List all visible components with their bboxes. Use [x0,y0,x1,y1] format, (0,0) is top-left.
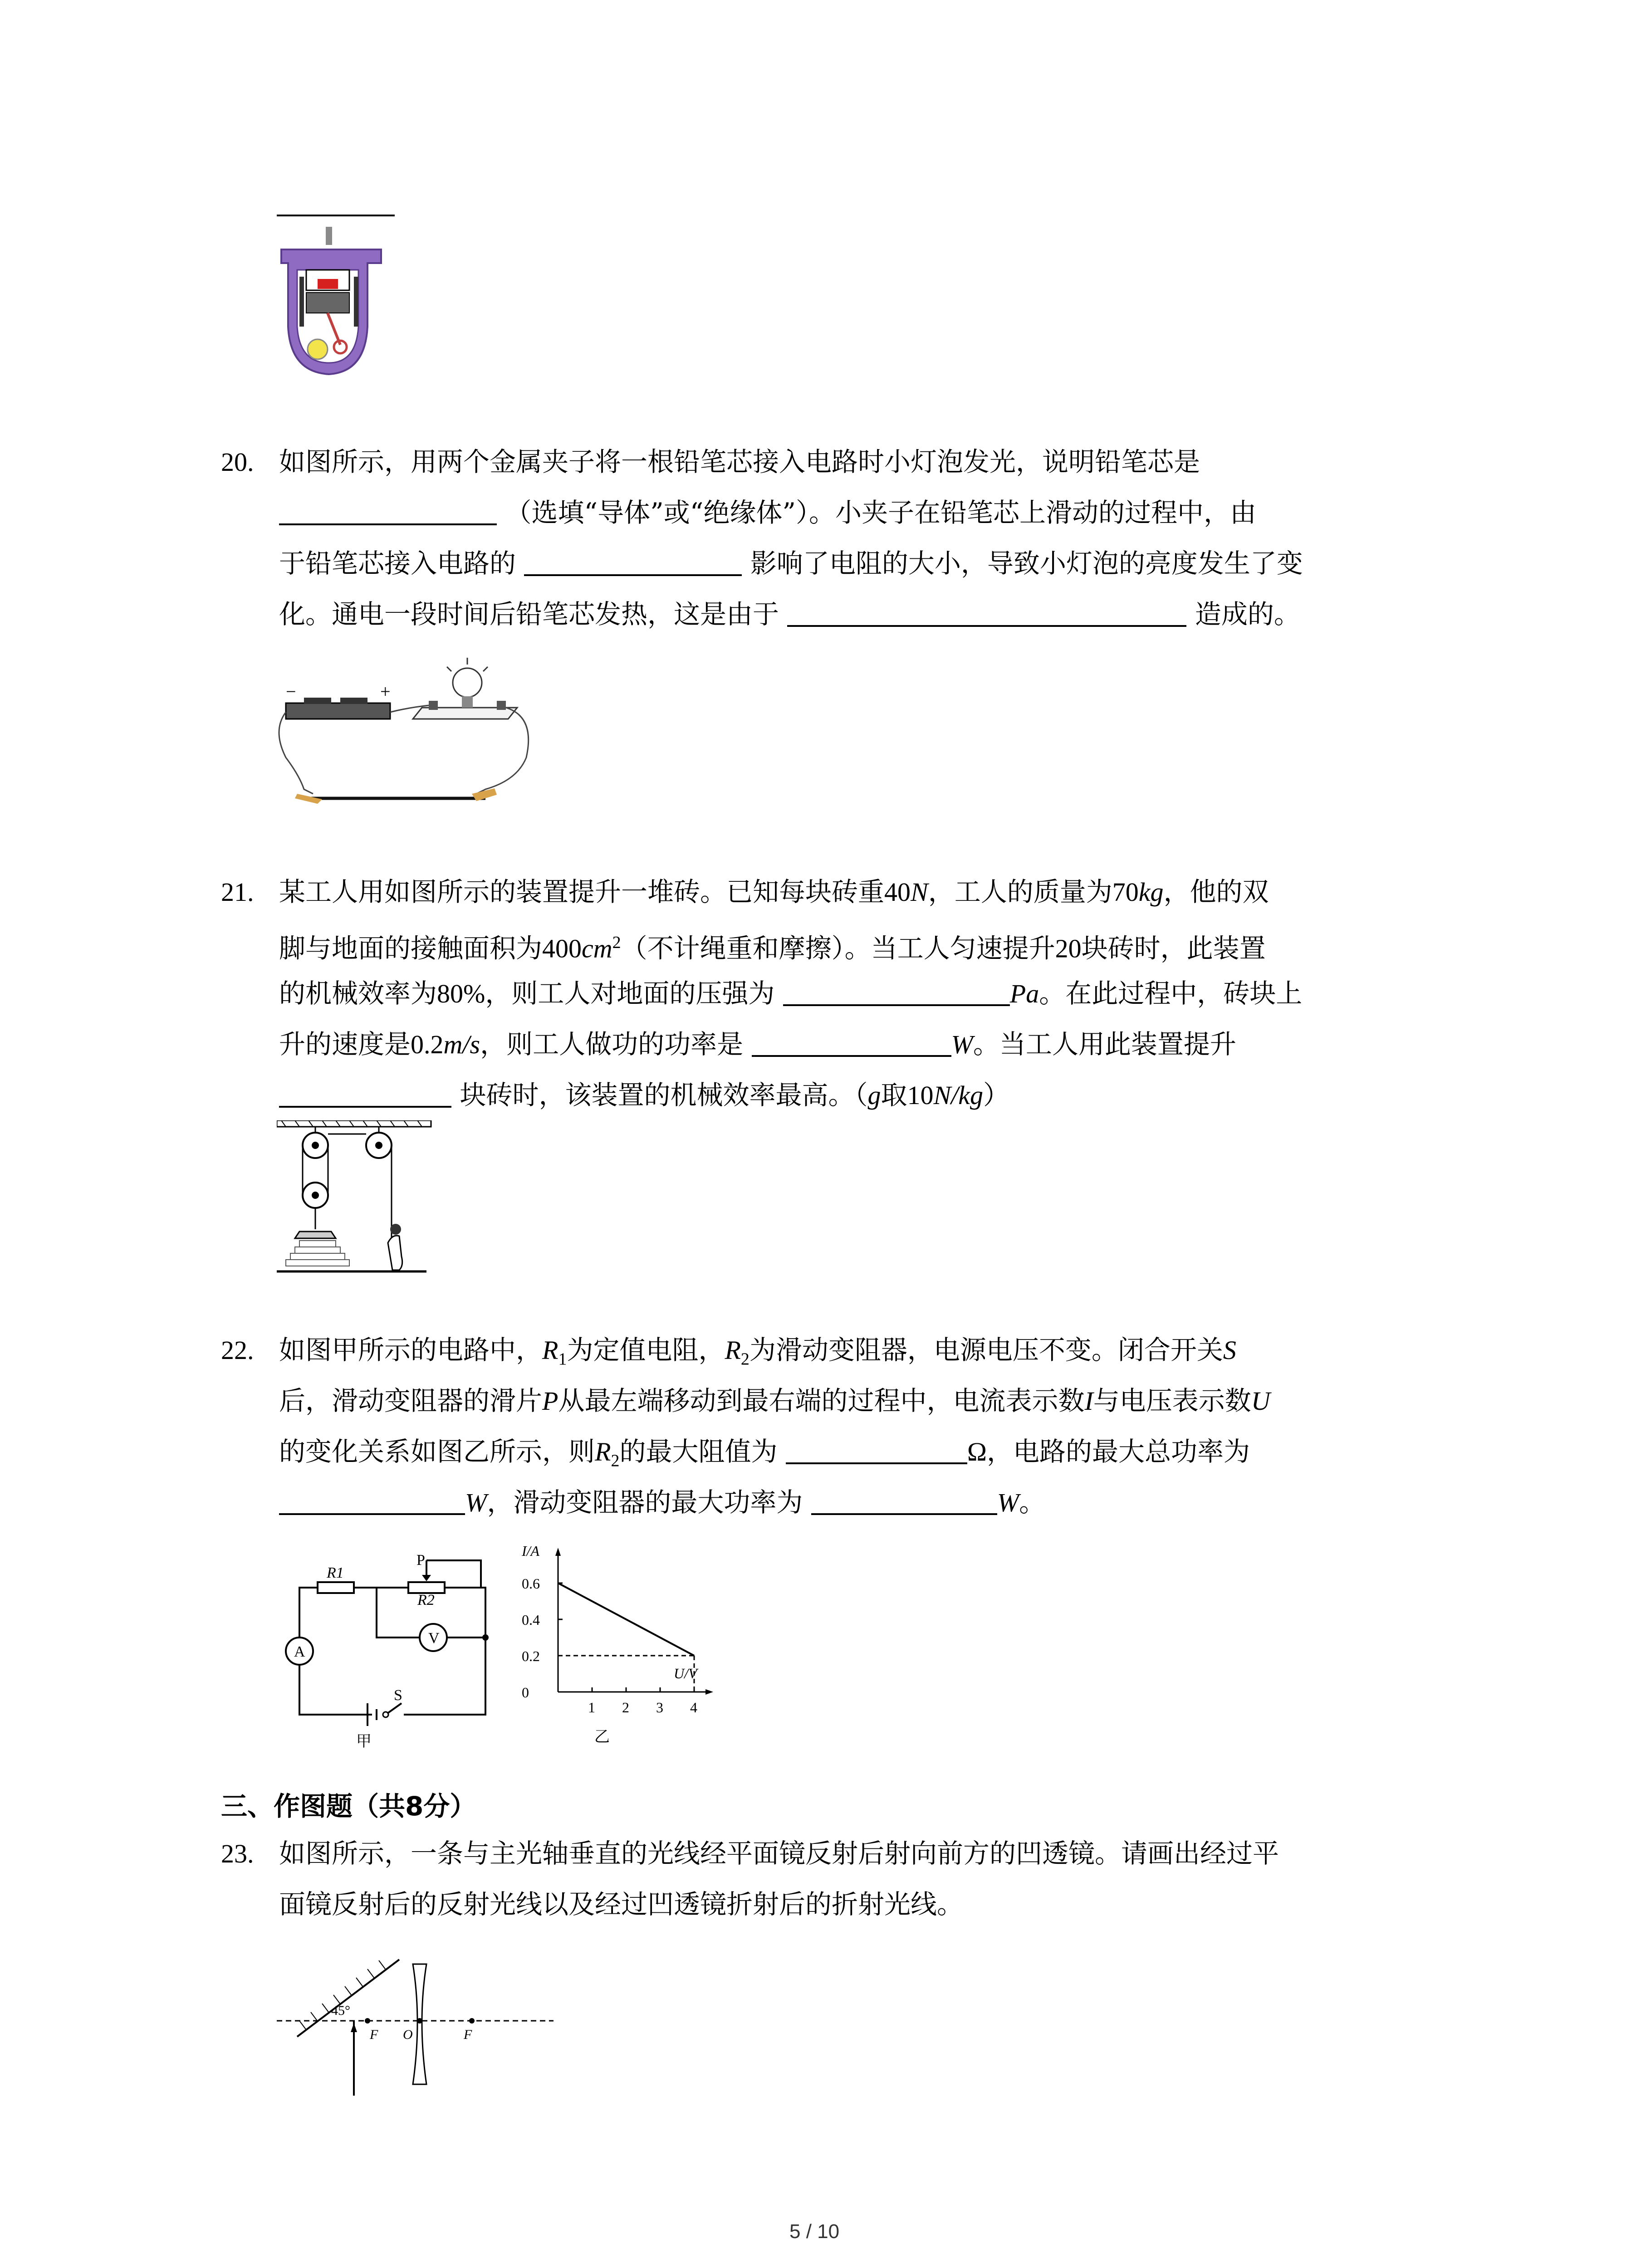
q20-line1: 如图所示，用两个金属夹子将一根铅笔芯接入电路时小灯泡发光，说明铅笔芯是 [279,446,1200,477]
q22-number: 22. [221,1335,254,1365]
q23-line2: 面镜反射后的反射光线以及经过凹透镜折射后的折射光线。 [279,1889,964,1920]
q20-line2: （选填“导体”或“绝缘体”）。小夹子在铅笔芯上滑动的过程中，由 [279,487,1256,538]
angle-45-label: 45° [331,2003,350,2018]
focus-left-label: F [370,2027,378,2042]
q21-blank-1[interactable] [783,978,1010,1006]
q23-line1: 如图所示，一条与主光轴垂直的光线经平面镜反射后射向前方的凹透镜。请画出经过平 [279,1838,1279,1869]
switch-s-label: S [394,1687,402,1704]
mirror-lens-figure [277,1955,567,2100]
q21-blank-2[interactable] [752,1029,951,1057]
circuit-diagram-jia [272,1551,508,1751]
graph-xlabel: U/V [674,1665,697,1681]
slider-p-label: P [416,1552,425,1569]
q22-line1: 如图甲所示的电路中，$R_1$为定值电阻，$R_2$为滑动变阻器，电源电压不变。闭合开关S [279,1334,1236,1369]
graph-ytick-label: 0.2 [522,1648,540,1664]
q20-number: 20. [221,447,254,477]
pencil-lead-circuit-figure [272,640,544,821]
graph-xtick-label: 3 [656,1699,663,1716]
voltmeter-label: V [428,1630,440,1647]
figure-yi-caption: 乙 [594,1729,610,1745]
q22-line3: 的变化关系如图乙所示，则$R_2$的最大阻值为 Ω，电路的最大总功率为 [279,1436,1250,1471]
q21-number: 21. [221,877,254,907]
q21-line4: 升的速度是0.2m/s，则工人做功的功率是 W。当工人用此装置提升 [279,1029,1236,1060]
focus-right-label: F [464,2027,472,2042]
q20-blank-2[interactable] [524,548,742,576]
q22-blank-1[interactable] [786,1436,967,1464]
ammeter-label: A [294,1643,305,1660]
q20-blank-1[interactable] [279,497,497,525]
q21-line5: 块砖时，该装置的机械效率最高。（g取10N/kg） [279,1070,1009,1121]
q22-line4: W，滑动变阻器的最大功率为 W。 [279,1477,1045,1528]
battery-minus-label: − [286,681,296,702]
graph-xtick-label: 4 [690,1699,697,1716]
q21-line1: 某工人用如图所示的装置提升一堆砖。已知每块砖重40N，工人的质量为70kg，他的双 [279,876,1269,907]
q22-blank-2[interactable] [279,1487,465,1515]
engine-cylinder-figure [272,209,408,399]
optical-center-label: O [403,2027,413,2042]
section-3-title: 三、作图题（共8分） [221,1791,476,1822]
graph-ytick-label: 0.6 [522,1575,540,1592]
pulley-system-figure [277,1120,440,1284]
graph-xtick-label: 2 [622,1699,629,1716]
q21-line3: 的机械效率为80%，则工人对地面的压强为 Pa。在此过程中，砖块上 [279,978,1303,1009]
q23-number: 23. [221,1839,254,1868]
q21-blank-3[interactable] [279,1080,451,1108]
iu-graph-yi [508,1542,717,1751]
graph-ytick-label: 0 [522,1684,529,1701]
figure-jia-caption: 甲 [356,1733,372,1750]
q22-line2: 后，滑动变阻器的滑片P从最左端移动到最右端的过程中，电流表示数I与电压表示数U [279,1385,1270,1416]
q21-line2: 脚与地面的接触面积为$400cm^2$（不计绳重和摩擦）。当工人匀速提升20块砖时，此装置 [279,933,1266,964]
iu-series-line [558,1583,694,1656]
graph-ytick-label: 0.4 [522,1612,540,1628]
r2-label: R2 [417,1592,435,1608]
r1-label: R1 [327,1564,344,1581]
graph-xtick-label: 1 [588,1699,595,1716]
battery-plus-label: + [380,681,391,702]
q20-line3: 于铅笔芯接入电路的 影响了电阻的大小，导致小灯泡的亮度发生了变 [279,548,1303,579]
page-number: 5 / 10 [789,2220,840,2243]
q22-blank-3[interactable] [811,1487,997,1515]
graph-ylabel: I/A [522,1543,540,1559]
q20-line4: 化。通电一段时间后铅笔芯发热，这是由于 造成的。 [279,599,1300,630]
q20-blank-3[interactable] [787,599,1186,627]
